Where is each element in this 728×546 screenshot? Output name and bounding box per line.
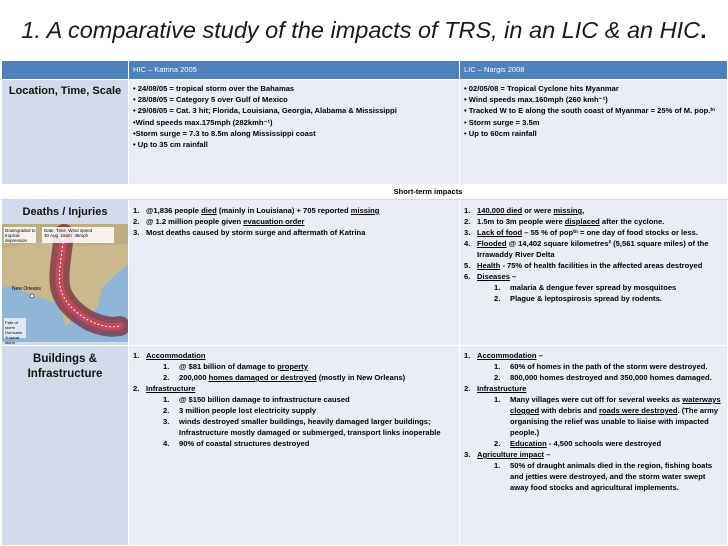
list-item: 2. @ 1.2 million people given evacuation order	[133, 217, 305, 226]
list-item: 2. 3 million people lost electricity supply	[163, 406, 317, 415]
list-heading: 1. Accommodation	[133, 351, 206, 360]
list-item: 2. 800,000 homes destroyed and 350,000 homes damaged.	[494, 373, 712, 382]
list-item: 2. Education - 4,500 schools were destroyed	[494, 439, 662, 448]
list-item: 3. Lack of food – 55 % of popᵗⁿ = one day of food stocks or less.	[464, 228, 698, 237]
location-hic-cell	[129, 80, 460, 185]
list-item: •Storm surge = 7.3 to 8.5m along Mississippi coast	[133, 128, 316, 138]
buildings-lic-cell	[460, 346, 728, 546]
list-item: 3. Most deaths caused by storm surge and aftermath of Katrina	[133, 228, 366, 237]
header-lic: LIC – Nargis 2008	[460, 61, 728, 80]
comparison-table	[1, 60, 728, 546]
list-item: 4. 90% of coastal structures destroyed	[163, 439, 310, 448]
map-legend-bottom: Path of storm Hurricane Tropical storm	[5, 320, 23, 345]
list-heading: 1. Accommodation –	[464, 351, 543, 360]
subheader-blank	[2, 185, 129, 200]
list-item: • 28/08/05 = Category 5 over Gulf of Mexico	[133, 95, 288, 105]
list-item: 1. 140,000 died or were missing,	[464, 206, 585, 215]
buildings-hic-cell	[129, 346, 460, 546]
row-label-deaths: Deaths / Injuries Downgraded to tropical depression Date Time Wind speed 30 Aug 16am 35mph New Orleans Path of storm Hurricane Tropical storm	[2, 200, 129, 346]
list-heading: 3. Agriculture impact –	[464, 450, 551, 459]
list-heading: 2. Infrastructure	[464, 384, 527, 393]
header-blank	[2, 61, 129, 80]
header-hic: HIC – Katrina 2005	[129, 61, 460, 80]
list-item: 4. Flooded @ 14,402 square kilometres² (5,561 square miles) of the Irrawaddy River Delta	[464, 239, 709, 259]
list-item: • Storm surge = 3.5m	[464, 117, 540, 127]
list-item: 1. Many villages were cut off for several weeks as waterways clogged with debris and roads were destroyed. (The army organising the relief was unable to liaise with impacted people.)	[494, 395, 721, 437]
list-item: 5. Health - 75% of health facilities in the affected areas destroyed	[464, 261, 703, 270]
list-item: • Up to 60cm rainfall	[464, 128, 537, 138]
list-item: 3. winds destroyed smaller buildings, heavily damaged larger buildings; Infrastructure mostly damaged or submerged, transport links inoperable	[163, 417, 441, 437]
list-item: • Tracked W to E along the south coast of Myanmar = 25% of M. pop.ᵗⁿ	[464, 106, 715, 116]
deaths-lic-cell	[460, 200, 728, 346]
row-label-location: Location, Time, Scale	[2, 80, 129, 185]
map-legend-title: Downgraded to tropical depression	[5, 228, 36, 243]
list-item: • 29/08/05 = Cat. 3 hit; Florida, Louisiana, Georgia, Alabama & Mississippi	[133, 106, 397, 116]
map-city-label: New Orleans	[12, 286, 41, 292]
list-item: 2. Plague & leptospirosis spread by rodents.	[494, 294, 662, 303]
page-title: 1. A comparative study of the impacts of TRS, in an LIC & an HIC.	[21, 17, 707, 43]
list-item: 2. 200,000 homes damaged or destroyed (mostly in New Orleans)	[163, 373, 406, 382]
list-item: • 24/08/05 = tropical storm over the Bahamas	[133, 84, 295, 93]
list-item: 1. 60% of homes in the path of the storm were destroyed.	[494, 362, 708, 371]
list-item: 1. 50% of draught animals died in the region, fishing boats and jetties were destroyed, and the storm water swept away food stocks and agricultural implements.	[494, 461, 713, 492]
map-info-box: Date Time Wind speed 30 Aug 16am 35mph	[44, 228, 93, 238]
location-lic-cell	[460, 80, 728, 185]
list-item: 1. malaria & dengue fever spread by mosquitoes	[494, 283, 677, 292]
list-item: 2. 1.5m to 3m people were displaced after the cyclone.	[464, 217, 665, 226]
list-heading: 2. Infrastructure	[133, 384, 196, 393]
list-item: 1. @1,836 people died (mainly in Louisiana) + 705 reported missing	[133, 206, 380, 215]
list-item: 6. Diseases –	[464, 272, 517, 281]
list-item: 1. @ $81 billion of damage to property	[163, 362, 308, 371]
list-item: • Up to 35 cm rainfall	[133, 140, 208, 150]
subheader-short-term: Short-term impacts	[129, 185, 728, 200]
hurricane-track-map	[2, 224, 128, 345]
list-item: • 02/05/08 = Tropical Cyclone hits Myanmar	[464, 84, 619, 93]
deaths-hic-cell	[129, 200, 460, 346]
list-item: • Wind speeds max.160mph (260 kmh⁻¹)	[464, 95, 608, 105]
list-item: 1. @ $150 billion damage to infrastructure caused	[163, 395, 350, 404]
row-label-buildings: Buildings & Infrastructure	[2, 346, 129, 546]
list-item: •Wind speeds max.175mph (282kmh⁻¹)	[133, 117, 273, 127]
